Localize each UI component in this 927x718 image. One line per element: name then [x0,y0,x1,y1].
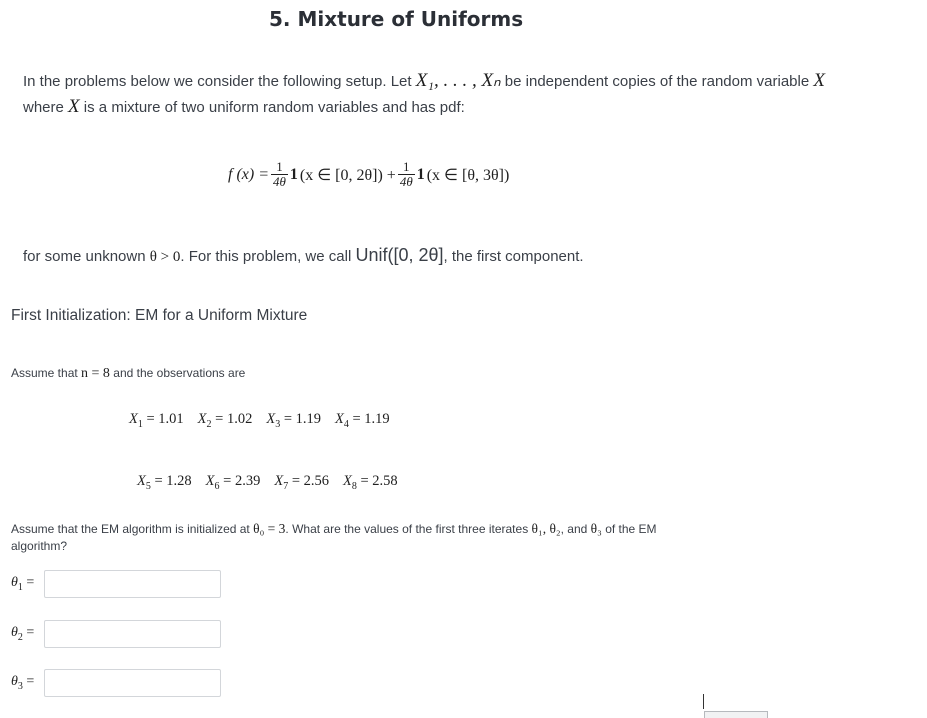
observation: $X_4 = 1.19$ [335,411,390,430]
theta-text-2: . For this problem, we call [180,248,356,265]
pdf-fraction-1 [271,160,288,189]
assume-n-text-2: and the observations are [109,366,246,380]
question-text-4: of the EM algorithm? [11,522,657,553]
pdf-term-1: (x ∈ [0, 2θ]) + [299,166,396,184]
theta-statement [23,245,584,266]
intro-text-2: be independent copies of the random variable [500,73,814,90]
intro-text-1: In the problems below we consider the following setup. Let [23,73,416,90]
intro-var-x: X [813,70,825,91]
observation: $X_8 = 2.58$ [343,473,398,492]
pdf-indicator-2: 1 [416,165,425,183]
answer-row-theta1 [11,570,221,598]
assume-n-statement [11,366,245,382]
pdf-frac2-num: 1 [403,159,410,174]
theta2-input[interactable] [44,620,221,648]
theta-condition: θ > 0 [149,249,181,265]
answer-label-theta2: $\theta_2$ = [11,625,35,643]
question-iterates: θ₁, θ₂ [531,521,561,536]
observation: $X_7 = 2.56$ [274,473,330,492]
theta3-input[interactable] [44,669,221,697]
intro-text-3: where [23,99,69,116]
section-subtitle: First Initialization: EM for a Uniform Mixture [11,307,308,324]
page-title: 5. Mixture of Uniforms [269,7,524,31]
pdf-term-2: (x ∈ [θ, 3θ]) [426,166,510,184]
question-text [11,520,711,555]
answer-label-theta3: $\theta_3$ = [11,674,35,692]
intro-text-4: is a mixture of two uniform random variables and has pdf: [79,99,465,116]
pdf-formula [228,160,509,189]
assume-n-text-1: Assume that [11,366,82,380]
pdf-frac1-den: 4θ [273,174,286,189]
theta-unif: Unif([0, 2θ] [355,245,444,265]
theta1-input[interactable] [44,570,221,598]
observation: $X_3 = 1.19$ [266,411,322,430]
observation: $X_5 = 1.28$ [137,473,192,492]
intro-vars: X₁, . . . , Xₙ [415,70,501,91]
answer-row-theta2 [11,620,221,648]
pdf-indicator-1: 1 [289,165,298,183]
observation: $X_1 = 1.01$ [129,411,184,430]
pdf-frac2-den: 4θ [399,174,413,189]
intro-var-x2: X [68,96,80,117]
question-text-2: . What are the values of the first three iterates [285,522,532,536]
question-text-1: Assume that the EM algorithm is initialized at [11,522,254,536]
intro-paragraph [23,68,918,120]
question-text-3: , and [560,522,591,536]
theta-text-1: for some unknown [23,248,150,265]
question-last: θ₃ [590,521,602,536]
observation: $X_2 = 1.02$ [197,411,253,430]
question-init: θ₀ = 3 [253,521,286,536]
observations-row-2 [137,473,412,492]
answer-label-theta1: $\theta_1$ = [11,575,35,593]
observation: $X_6 = 2.39$ [205,473,261,492]
pdf-fraction-2 [398,160,415,189]
theta-text-3: , the first component. [443,248,584,265]
assume-n-expr: n = 8 [81,366,110,381]
answer-row-theta3 [11,669,221,697]
pdf-frac1-num: 1 [276,159,283,174]
text-cursor [703,694,704,709]
pdf-lhs: f (x) = [228,165,269,183]
observations-row-1 [129,411,404,430]
